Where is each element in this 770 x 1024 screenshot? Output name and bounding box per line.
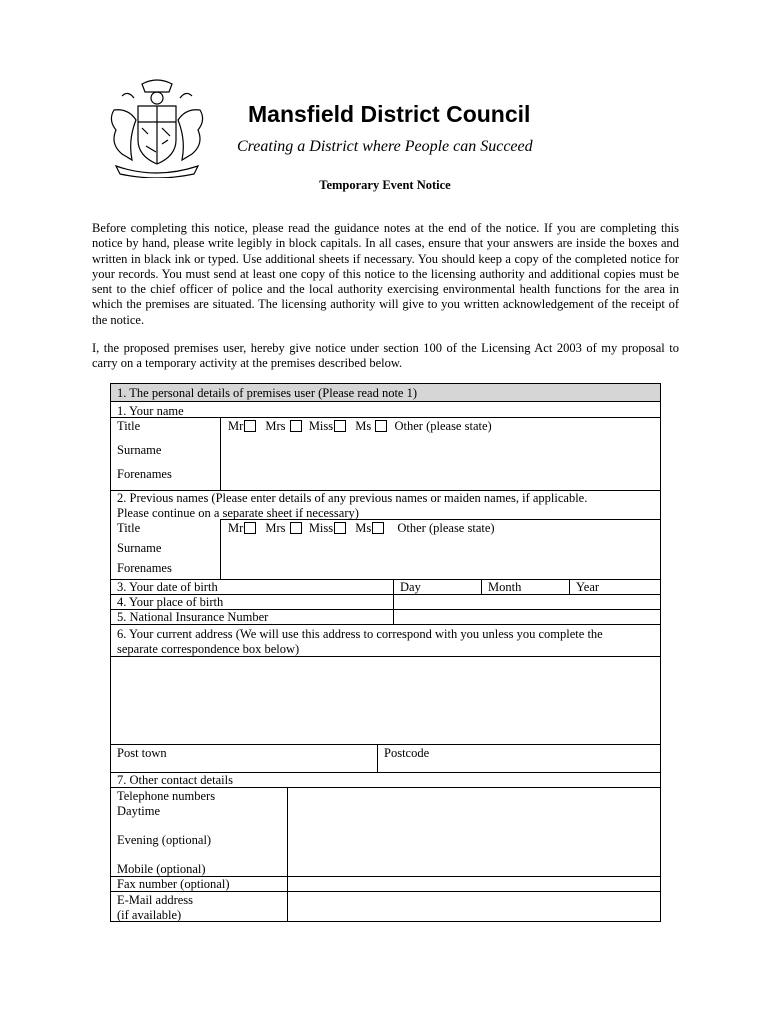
- telephone-label: Telephone numbers: [117, 789, 216, 803]
- prev-mrs-checkbox[interactable]: [290, 522, 302, 534]
- previous-names-note: Please continue on a separate sheet if necessary): [117, 506, 359, 520]
- ni-number-field[interactable]: [393, 609, 661, 625]
- prev-miss-checkbox[interactable]: [334, 522, 346, 534]
- place-of-birth-label: 4. Your place of birth: [117, 595, 224, 609]
- prev-mr-checkbox[interactable]: [244, 522, 256, 534]
- email-label-cell: [110, 891, 288, 922]
- prev-surname-label: Surname: [117, 541, 162, 555]
- fax-field[interactable]: [287, 876, 661, 892]
- telephone-field[interactable]: [287, 787, 661, 877]
- ms-checkbox[interactable]: [375, 420, 387, 432]
- council-tagline: Creating a District where People can Succeed: [237, 138, 533, 155]
- intro-paragraph: Before completing this notice, please read the guidance notes at the end of the notice. If you are completing this notice by hand, please write legibly in block capitals. In all cases, ensure that your answers are inside the boxes and written in black ink or typed. Use additional sheets if necessary. You should keep a copy of the completed notice for your records. You must send at least one copy of this notice to the licensing authority and additional copies must be sent to the chief officer of police and the local authority exercising environmental health functions for the area in which the premises are situated. The licensing authority will give to you written acknowledgement of the receipt of the notice.: [92, 221, 679, 327]
- prev-miss-label: Miss: [308, 521, 334, 535]
- postcode-label: Postcode: [384, 746, 430, 760]
- dob-label-cell: [110, 579, 394, 595]
- month-label: Month: [488, 580, 522, 594]
- evening-label: Evening (optional): [117, 833, 212, 847]
- ni-number-label-cell: [110, 609, 394, 625]
- year-label: Year: [576, 580, 600, 594]
- surname-label: Surname: [117, 443, 162, 457]
- dob-year-field[interactable]: [569, 579, 661, 595]
- dob-month-field[interactable]: [481, 579, 570, 595]
- previous-names-label: 2. Previous names (Please enter details of any previous names or maiden names, if applicable.: [117, 491, 588, 505]
- dob-label: 3. Your date of birth: [117, 580, 218, 594]
- dob-day-field[interactable]: [393, 579, 482, 595]
- ni-number-label: 5. National Insurance Number: [117, 610, 269, 624]
- other-label: Other (please state): [394, 419, 492, 433]
- email-note: (if available): [117, 908, 182, 922]
- fax-label-cell: [110, 876, 288, 892]
- other-contact-label: 7. Other contact details: [117, 773, 233, 787]
- prev-mr-label: Mr: [228, 521, 244, 535]
- mrs-label: Mrs: [265, 419, 286, 433]
- prev-ms-checkbox[interactable]: [372, 522, 384, 534]
- forenames-label: Forenames: [117, 467, 172, 481]
- place-of-birth-label-cell: [110, 594, 394, 610]
- title-options: [228, 419, 492, 434]
- ms-label: Ms: [355, 419, 372, 433]
- daytime-label: Daytime: [117, 804, 161, 818]
- telephone-label-cell: [110, 787, 288, 877]
- post-town-field[interactable]: [110, 744, 378, 773]
- address-label: 6. Your current address (We will use this address to correspond with you unless you complete the: [117, 627, 603, 641]
- council-name: Mansfield District Council: [248, 101, 531, 127]
- council-crest-logo: [102, 76, 212, 178]
- fax-label: Fax number (optional): [117, 877, 230, 891]
- address-note: separate correspondence box below): [117, 642, 300, 656]
- miss-label: Miss: [308, 419, 334, 433]
- mr-label: Mr: [228, 419, 244, 433]
- miss-checkbox[interactable]: [334, 420, 346, 432]
- title-label: Title: [117, 419, 141, 433]
- day-label: Day: [400, 580, 421, 594]
- prev-forenames-label: Forenames: [117, 561, 172, 575]
- prev-ms-label: Ms: [355, 521, 372, 535]
- declaration-paragraph: I, the proposed premises user, hereby give notice under section 100 of the Licensing Act 2003 of my proposal to carry on a temporary activity at the premises described below.: [92, 341, 679, 371]
- mobile-label: Mobile (optional): [117, 862, 206, 876]
- mrs-checkbox[interactable]: [290, 420, 302, 432]
- section-heading-row: [110, 383, 661, 402]
- email-label: E-Mail address: [117, 893, 194, 907]
- prev-mrs-label: Mrs: [265, 521, 286, 535]
- notice-title: Temporary Event Notice: [319, 178, 451, 192]
- email-field[interactable]: [287, 891, 661, 922]
- prev-title-label: Title: [117, 521, 141, 535]
- mr-checkbox[interactable]: [244, 420, 256, 432]
- prev-other-label: Other (please state): [397, 521, 495, 535]
- address-label-cell: [110, 624, 661, 657]
- place-of-birth-field[interactable]: [393, 594, 661, 610]
- postcode-field[interactable]: [377, 744, 661, 773]
- your-name-label: 1. Your name: [117, 404, 184, 418]
- prev-title-options: [228, 521, 495, 536]
- post-town-label: Post town: [117, 746, 167, 760]
- section-heading: 1. The personal details of premises user (Please read note 1): [117, 386, 418, 400]
- address-field[interactable]: [110, 656, 661, 745]
- other-contact-label-cell: [110, 772, 661, 788]
